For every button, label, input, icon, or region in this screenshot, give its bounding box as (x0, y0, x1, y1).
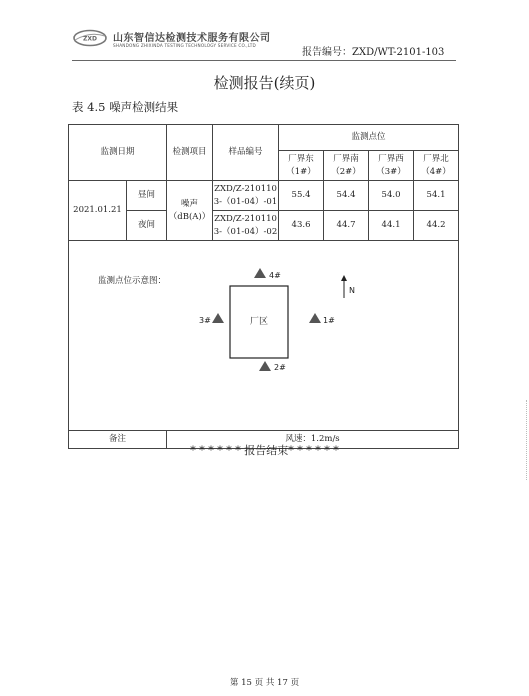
point-header: 厂界西 （3#） (369, 151, 414, 181)
note-label: 备注 (69, 431, 167, 449)
sample-cell: ZXD/Z-210110 3-（01-04）-01 (213, 181, 279, 211)
point-header: 厂界南 （2#） (324, 151, 369, 181)
page-number: 第 15 页 共 17 页 (229, 678, 300, 688)
point-1-label: 1# (323, 316, 335, 325)
header-sample: 样品编号 (213, 125, 279, 181)
point-header: 厂界北 （4#） (414, 151, 459, 181)
schematic-label: 监测点位示意图： (98, 276, 167, 286)
value-cell: 43.6 (279, 211, 324, 241)
table-title: 表 4.5 噪声检测结果 (72, 100, 179, 114)
date-cell: 2021.01.21 (69, 181, 127, 241)
value-cell: 54.4 (324, 181, 369, 211)
point-4-marker (254, 268, 266, 278)
point-3-marker (212, 313, 224, 323)
plant-label: 厂区 (249, 317, 269, 327)
value-cell: 44.1 (369, 211, 414, 241)
value-cell: 55.4 (279, 181, 324, 211)
header-date: 监测日期 (69, 125, 167, 181)
point-2-label: 2# (274, 363, 286, 372)
header-divider (72, 60, 456, 61)
header-item: 检测项目 (167, 125, 213, 181)
table-header-row (69, 125, 459, 151)
table-row (69, 181, 459, 211)
company-logo (72, 28, 108, 48)
north-arrow-head (341, 275, 347, 281)
note-value: 风速：1.2m/s (167, 431, 459, 449)
point-2-marker (259, 361, 271, 371)
logo-text: ZXD (83, 35, 97, 43)
sample-cell: ZXD/Z-210110 3-（01-04）-02 (213, 211, 279, 241)
point-1-marker (309, 313, 321, 323)
company-name-en: SHANDONG ZHIXINDA TESTING TECHNOLOGY SERVICE CO.,LTD (113, 43, 256, 48)
table-row (69, 211, 459, 241)
company-name-cn: 山东智信达检测技术服务有限公司 (113, 33, 271, 44)
point-3-label: 3# (199, 316, 211, 325)
value-cell: 44.7 (324, 211, 369, 241)
north-label: N (349, 286, 355, 295)
point-header: 厂界东 （1#） (279, 151, 324, 181)
header-points: 监测点位 (279, 125, 459, 151)
binding-edge (520, 400, 527, 480)
item-cell: 噪声 （dB(A)） (167, 181, 213, 241)
report-end-line: * * * * * * 报告结束* * * * * * (190, 444, 339, 457)
value-cell: 44.2 (414, 211, 459, 241)
period-cell: 夜间 (127, 211, 167, 241)
point-4-label: 4# (269, 271, 281, 280)
period-cell: 昼间 (127, 181, 167, 211)
value-cell: 54.0 (369, 181, 414, 211)
monitoring-point-schematic (190, 262, 370, 378)
report-number: 报告编号：ZXD/WT-2101-103 (302, 47, 445, 58)
value-cell: 54.1 (414, 181, 459, 211)
page-title: 检测报告(续页) (213, 74, 316, 92)
